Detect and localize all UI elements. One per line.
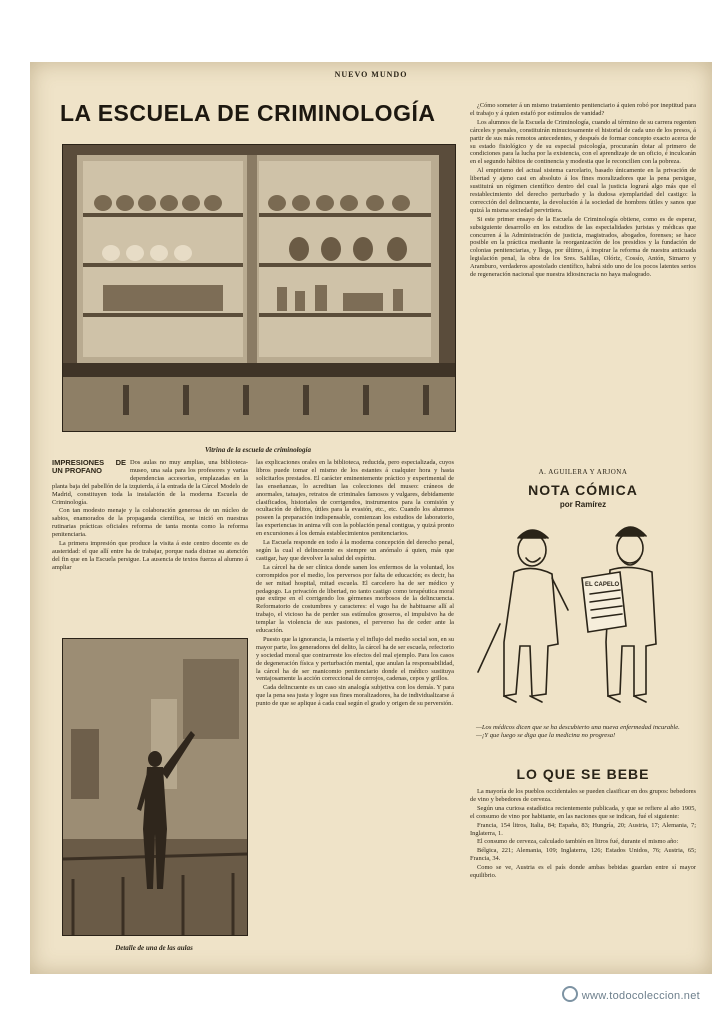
article-subhead: IMPRESIONES DE UN PROFANO [52, 459, 126, 475]
todocoleccion-logo-icon [562, 986, 578, 1002]
article-paragraph: Puesto que la ignorancia, la miseria y el influjo del medio social son, en su mayor parte, los generadores del delito, la cárcel ha de ser escuela, refectorio y sociedad moral que contrarreste los efectos del mal ejemplo. Para los casos de degeneración física y perturbación mental, que anulan la responsabilidad, la cárcel ha de ser manicomio penitenciario donde el médico sustituya ventajosamente la acción correccional de cerrojos, cadenas, cepos y grillos. [256, 635, 454, 683]
watermark-text: www.todocoleccion.net [581, 990, 700, 1002]
newspaper-page [30, 62, 712, 974]
beer-paragraph: Como se ve, Austria es el país donde ambas bebidas guardan entre sí mayor equilibrio. [470, 864, 696, 880]
beer-title: LO QUE SE BEBE [516, 766, 650, 782]
vitrina-photo [62, 144, 456, 432]
aula-photo-art [63, 639, 247, 935]
cartoon-dialogue [470, 724, 696, 740]
article-paragraph: ¿Cómo someter á un mismo tratamiento penitenciario á quien robó por ineptitud para el trabajo y á quien estafó por estímulos de vanidad? [470, 102, 696, 117]
headline: LA ESCUELA DE CRIMINOLOGÍA [60, 100, 436, 126]
beer-paragraph: La mayoría de los pueblos occidentales se pueden clasificar en dos grupos: bebedores de vino y bebedores de cerveza. [470, 788, 696, 803]
aula-caption: Detalle de una de las aulas [115, 944, 193, 952]
article-paragraph: Cada delincuente es un caso sin analogía subjetiva con los demás. Y para que la pena sea justa y logre sus fines moralizadores, ha de individualizarse á punto de que se aplique á cada cual según el grado y origen de su perversión. [256, 684, 454, 708]
beer-paragraph: El consumo de cerveza, calculado también en litros fué, durante el mismo año: [477, 838, 679, 846]
article-paragraph: Si este primer ensayo de la Escuela de Criminología obtiene, como es de esperar, subsiguiente desarrollo en los estudios de las especialidades juristas y médicas que concurren á la Administración de justicia, magistrados, abogados, forenses; se hace posible en la práctica mediante la reorganización de los presidios y la fundación de colonias penitenciarias, y llega, por último, á inspirar la reforma de nuestra anticuada legislación penal, la obra de los Sres. Salillas, Olóriz, Cossío, Antón, Simarro y Aramburo, verdaderos apostolado científico, habrá sido uno de los pocos latentes serios de regeneración nacional que nuestra idiosincracia no haya malogrado. [470, 215, 696, 279]
article-signature: A. AGUILERA Y ARJONA [538, 468, 628, 476]
cartoon-title: NOTA CÓMICA [528, 482, 638, 498]
article-paragraph: Con tan modesto menaje y la colaboración generosa de un núcleo de sabios, enamorados de la propaganda científica, se inició en nuestras rutinarias prácticas oficiales reforma de tanta monta como la reforma penitenciaria. [52, 507, 248, 539]
article-paragraph: La primera impresión que produce la visita á este centro docente es de austeridad: el que allí entre ha de trabajar, porque nada distrae su atención del fin que en la Escuela persigue. La ausencia de textos fuerza al alumno á ampliar [52, 540, 248, 571]
masthead: NUEVO MUNDO [334, 70, 408, 79]
cartoon-line: —Los médicos dicen que se ha descubierto una nueva enfermedad incurable. [476, 724, 680, 731]
article-paragraph: Al empirismo del actual sistema carcelario, basado únicamente en la privación de libertad y ajeno casi en absoluto á los fines moralizadores que la pena persigue, sustituirá un régimen científico dentro del cual la justicia logrará algo más que el restablecimiento del derecho perturbado y la dudosa ejemplaridad del castigo: la corrección del delincuente, la devolución á la sociedad de hombres útiles y sanos que quizá la misma sociedad pervirtiera. [470, 167, 696, 214]
beer-paragraph: Francia, 154 litros, Italia, 84; España, 83; Hungría, 20; Austria, 17; Alemania, 7; Inglaterra, 1. [470, 821, 696, 837]
article-column-2 [256, 459, 454, 963]
beer-paragraph: Según una curiosa estadística recientemente publicada, y que se refiere al año 1905, el consumo de vino por habitante, en las naciones que se indican, fué el siguiente: [470, 804, 696, 820]
aula-photo [62, 638, 248, 936]
cartoon-newspaper-title: EL CAPELO [585, 582, 620, 588]
beer-column [470, 788, 696, 970]
article-paragraph: La cárcel ha de ser clínica donde sanen los enfermos de la voluntad, los corrompidos por el medio, los perversos por falta de educación; es decir, ha de ser mitad hospital, mitad escuela. El carcelero ha de ser médico y pedagogo. La privación de libertad, no tanto castigo como terapéutica moral que extirpe en el corrigendo los gérmenes morbosos de la delincuencia. Reformatorio de costumbres y caracteres: el vago ha de habituarse allí al trabajo, el vicioso ha de perder sus estímulos groseros, el impulsivo ha de templar la violencia de sus pasiones, el perverso ha de ceder ante la educación. [256, 563, 454, 635]
article-column-1 [52, 459, 248, 635]
watermark [562, 986, 700, 1002]
vitrina-photo-art [63, 145, 455, 431]
article-paragraph: las explicaciones orales en la biblioteca, reducida, pero especializada, cuyos libros puede tomar el mismo de los estantes á cualquier hora y hasta solicitarlos prestados. El carácter eminentemente práctico y experimental de las enseñanzas, lo acreditan las colecciones del museo: cráneos de anormales, tatuajes, retratos de criminales famosos y vulgares, debidamente clasificados, historiales de corrigendos, instrumentos para la comisión y ocultación de delitos, útiles para la evasión, etc., etc. Cuando los alumnos poseen la preparación indispensable, comienzan los estudios de laboratorio, las experiencias in anima vili con la población penal contigua, y quizá pronto en excursiones á los demás establecimientos penitenciarios. [256, 459, 454, 538]
article-paragraph: Los alumnos de la Escuela de Criminología, cuando al término de su carrera regenten cárceles y penales, constituirán minuciosamente el historial de cada uno de los presos, á partir de sus más remotos antecedentes, y después de formar concepto exacto acerca de su estado fisiológico y de su especial psicología, procurarán dotar al primero de condiciones para la lucha por la existencia, con el aprendizaje de un oficio, é inculcarán en el segundo hábitos de continencia y modestia que le reconcilien con la pobreza. [470, 118, 696, 166]
cartoon-byline: por Ramírez [559, 500, 607, 509]
cartoon-drawing [470, 514, 696, 720]
vitrina-caption: Vitrina de la escuela de criminología [205, 446, 311, 454]
cartoon-line: —¡Y que luego se diga que la medicina no progresa! [476, 732, 616, 739]
beer-paragraph: Bélgica, 221; Alemania, 109; Inglaterra, 126; Estados Unidos, 76; Austria, 65; Francia, 34. [470, 847, 696, 863]
article-paragraph: La Escuela responde en todo á la moderna concepción del derecho penal, según la cual el delincuente es siempre un anómalo á quien, más que castigar, hay que devolver la salud del espíritu. [256, 539, 454, 562]
article-paragraph: Dos aulas no muy amplias, una biblioteca-museo, una sala para los profesores y varias dependencias accesorias, emplazadas en la planta baja del pabellón de la izquierda, á la entrada de la Cárcel Modelo de Madrid, constituyen toda la instalación de la moderna Escuela de Criminología. [52, 459, 248, 506]
article-column-3 [470, 102, 696, 464]
